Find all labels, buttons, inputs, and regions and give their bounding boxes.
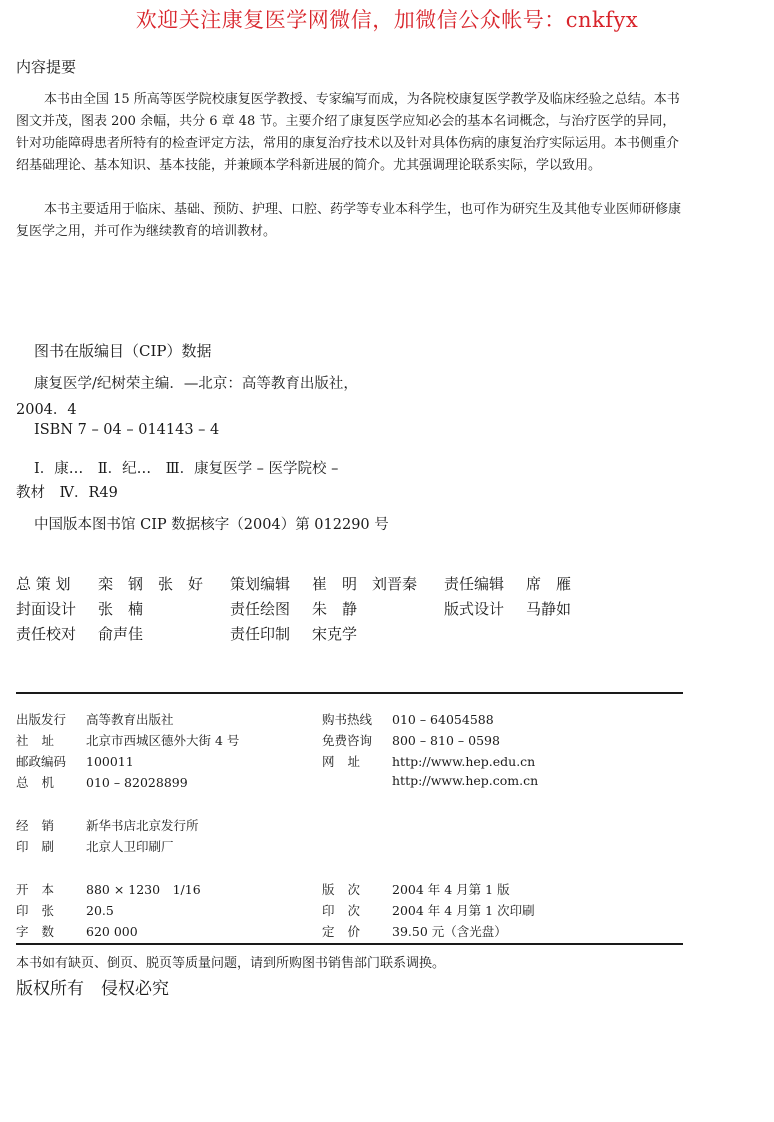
pub-value: 2004 年 4 月第 1 次印刷 — [392, 903, 535, 918]
pub-key: 印次 — [322, 903, 374, 918]
cip-line-3: Ⅰ．康… Ⅱ．纪… Ⅲ．康复医学 – 医学院校 – — [34, 461, 339, 477]
pub-row — [16, 922, 138, 940]
pub-value: 20.5 — [86, 903, 114, 918]
cip-isbn: ISBN 7 – 04 – 014143 – 4 — [34, 422, 220, 438]
staff-value: 张 楠 — [98, 600, 144, 618]
pub-key: 邮政编码 — [16, 754, 67, 769]
pub-row — [322, 731, 500, 749]
cip-record: 中国版本图书馆 CIP 数据核字（2004）第 012290 号 — [34, 517, 389, 533]
staff-label: 封面设计 — [16, 600, 77, 618]
website-link[interactable]: http://www.hep.com.cn — [392, 773, 539, 788]
pub-row — [16, 752, 134, 770]
staff-label: 版式设计 — [444, 600, 505, 618]
quality-notice: 本书如有缺页、倒页、脱页等质量问题，请到所购图书销售部门联系调换。 — [16, 956, 446, 971]
pub-key: 网址 — [322, 754, 374, 769]
pub-value: 880 × 1230 1/16 — [86, 882, 201, 897]
staff-label: 责任绘图 — [230, 600, 291, 618]
pub-value: 010 – 82028899 — [86, 775, 188, 790]
pub-key: 社址 — [16, 733, 68, 748]
staff-value: 朱 静 — [312, 600, 358, 618]
pub-value: 北京人卫印刷厂 — [86, 839, 174, 854]
pub-value: 100011 — [86, 754, 134, 769]
pub-value: 800 – 810 – 0598 — [392, 733, 500, 748]
pub-key: 字数 — [16, 924, 68, 939]
pub-row — [16, 816, 199, 834]
staff-value: 宋克学 — [312, 625, 358, 643]
cip-line-1b: 2004．4 — [16, 402, 77, 418]
website-link[interactable]: http://www.hep.edu.cn — [392, 754, 536, 769]
pub-row — [16, 837, 174, 855]
pub-key: 印刷 — [16, 839, 68, 854]
staff-value: 崔 明 刘晋秦 — [312, 575, 418, 593]
staff-value: 马静如 — [526, 600, 572, 618]
pub-value: 39.50 元（含光盘） — [392, 924, 507, 939]
pub-row — [16, 773, 188, 791]
cip-line-3b: 教材 Ⅳ．R49 — [16, 485, 118, 501]
pub-row — [16, 710, 174, 728]
staff-label: 总 策 划 — [16, 575, 71, 593]
pub-value: 010 – 64054588 — [392, 712, 494, 727]
staff-value: 席 雁 — [526, 575, 572, 593]
pub-row — [16, 731, 239, 749]
cip-title: 图书在版编目（CIP）数据 — [34, 342, 212, 360]
pub-value: 620 000 — [86, 924, 138, 939]
pub-row — [322, 710, 494, 728]
pub-value: 高等教育出版社 — [86, 712, 174, 727]
pub-row — [16, 901, 114, 919]
pub-row — [322, 773, 538, 788]
pub-key: 免费咨询 — [322, 733, 373, 748]
pub-key: 开本 — [16, 882, 68, 897]
pub-value: 北京市西城区德外大街 4 号 — [86, 733, 240, 748]
pub-row — [322, 922, 507, 940]
pub-row — [322, 752, 535, 770]
pub-key: 出版发行 — [16, 712, 67, 727]
pub-key: 版次 — [322, 882, 374, 897]
copyright-notice: 版权所有 侵权必究 — [16, 979, 169, 999]
intro-paragraph-2: 本书主要适用于临床、基础、预防、护理、口腔、药学等专业本科学生，也可作为研究生及其他专业医师研修康复医学之用，并可作为继续教育的培训教材。 — [16, 202, 682, 239]
staff-value: 俞声佳 — [98, 625, 144, 643]
staff-label: 责任编辑 — [444, 575, 505, 593]
pub-key: 购书热线 — [322, 712, 373, 727]
staff-label: 策划编辑 — [230, 575, 291, 593]
pub-key: 定价 — [322, 924, 374, 939]
cip-line-1: 康复医学/纪树荣主编．—北京：高等教育出版社， — [34, 376, 358, 392]
pub-row — [16, 880, 201, 898]
pub-key: 印张 — [16, 903, 68, 918]
wechat-banner: 欢迎关注康复医学网微信，加微信公众帐号：cnkfyx — [135, 8, 639, 32]
staff-label: 责任印制 — [230, 625, 291, 643]
pub-key: 经销 — [16, 818, 68, 833]
pub-row — [322, 901, 535, 919]
pub-key: 总机 — [16, 775, 68, 790]
staff-label: 责任校对 — [16, 625, 77, 643]
staff-value: 栾 钢 张 好 — [98, 575, 204, 593]
pub-row — [322, 880, 510, 898]
pub-value: 新华书店北京发行所 — [86, 818, 199, 833]
intro-paragraph-1: 本书由全国 15 所高等医学院校康复医学教授、专家编写而成，为各院校康复医学教学及临床经验之总结。本书图文并茂，图表 200 余幅，共分 6 章 48 节。主要介绍了康复医学应知必会的基本名词概念，与治疗医学的异同，针对功能障碍患者所特有的检查评定方法，常用的康复治疗技术以及针对具体伤病的康复治疗实际运用。本书侧重介绍基础理论、基本知识、基本技能，并兼顾本学科新进展的简介。尤其强调理论联系实际，学以致用。 — [16, 92, 680, 173]
pub-value: 2004 年 4 月第 1 版 — [392, 882, 510, 897]
intro-title: 内容提要 — [16, 58, 77, 76]
bottom-rule — [16, 943, 683, 945]
top-rule — [16, 692, 683, 694]
